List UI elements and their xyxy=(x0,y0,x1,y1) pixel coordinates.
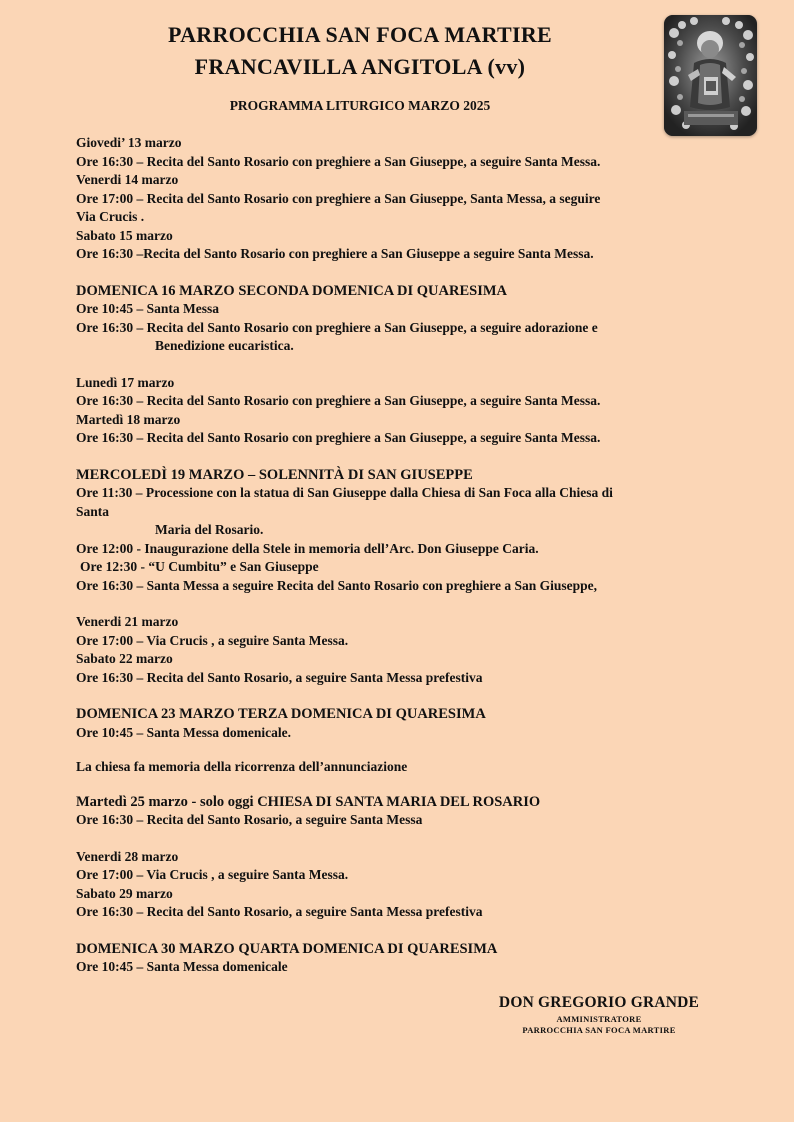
schedule-entry-continued: Maria del Rosario. xyxy=(155,522,264,537)
parish-location: FRANCAVILLA ANGITOLA (vv) xyxy=(194,54,526,79)
signature-block xyxy=(470,994,728,1035)
signer-role: AMMINISTRATORE xyxy=(556,1014,642,1024)
day-heading: Martedì 25 marzo - solo oggi CHIESA DI SANTA MARIA DEL ROSARIO xyxy=(76,793,541,810)
schedule-entry: Ore 10:45 – Santa Messa domenicale. xyxy=(76,724,291,740)
schedule-entry: Ore 16:30 – Recita del Santo Rosario con preghiere a San Giuseppe, a seguire Santa Messa. xyxy=(76,393,601,408)
day-heading: Venerdi 21 marzo xyxy=(76,614,179,629)
schedule-entry-continued: Via Crucis . xyxy=(76,209,145,224)
schedule-entry: Ore 11:30 – Processione con la statua di San Giuseppe dalla Chiesa di San Foca alla Chiesa di xyxy=(76,485,613,500)
schedule-entry: Ore 16:30 – Recita del Santo Rosario con preghiere a San Giuseppe, a seguire adorazione e xyxy=(76,319,598,335)
schedule-entry: Ore 17:00 – Via Crucis , a seguire Santa Messa. xyxy=(76,632,349,648)
schedule-entry: Ore 16:30 – Recita del Santo Rosario con preghiere a San Giuseppe, a seguire Santa Messa. xyxy=(76,430,601,445)
schedule-entry-continued: Benedizione eucaristica. xyxy=(155,338,294,353)
schedule-entry: Ore 17:00 – Via Crucis , a seguire Santa Messa. xyxy=(76,867,349,882)
schedule-entry: Ore 16:30 – Recita del Santo Rosario, a seguire Santa Messa prefestiva xyxy=(76,669,483,685)
schedule-entry: Ore 16:30 – Santa Messa a seguire Recita del Santo Rosario con preghiere a San Giuseppe, xyxy=(76,577,597,593)
day-heading: Martedì 18 marzo xyxy=(76,411,181,427)
schedule-entry: Ore 10:45 – Santa Messa domenicale xyxy=(76,959,288,974)
day-heading: Sabato 22 marzo xyxy=(76,651,173,666)
liturgical-program xyxy=(76,134,726,977)
day-heading: Giovedi’ 13 marzo xyxy=(76,135,182,150)
solemnity-heading: MERCOLEDÌ 19 MARZO – SOLENNITÀ DI SAN GIUSEPPE xyxy=(76,466,473,483)
schedule-entry: Ore 16:30 – Recita del Santo Rosario con preghiere a San Giuseppe, a seguire Santa Messa. xyxy=(76,153,601,169)
sunday-heading: DOMENICA 23 MARZO TERZA DOMENICA DI QUARESIMA xyxy=(76,706,486,722)
schedule-entry: Ore 12:30 - “U Cumbitu” e San Giuseppe xyxy=(80,559,319,574)
schedule-entry: Ore 16:30 – Recita del Santo Rosario, a seguire Santa Messa prefestiva xyxy=(76,904,483,919)
saint-photo-icon xyxy=(664,15,757,136)
sunday-heading: DOMENICA 16 MARZO SECONDA DOMENICA DI QUARESIMA xyxy=(76,282,507,299)
day-heading: Venerdi 14 marzo xyxy=(76,172,179,187)
schedule-entry: Ore 12:00 - Inaugurazione della Stele in memoria dell’Arc. Don Giuseppe Caria. xyxy=(76,540,539,556)
parish-title: PARROCCHIA SAN FOCA MARTIRE xyxy=(168,22,552,47)
day-heading: Sabato 15 marzo xyxy=(76,227,173,243)
program-subtitle: PROGRAMMA LITURGICO MARZO 2025 xyxy=(229,98,491,113)
day-heading: Sabato 29 marzo xyxy=(76,885,173,901)
note: La chiesa fa memoria della ricorrenza dell’annunciazione xyxy=(76,759,408,774)
day-heading: Venerdi 28 marzo xyxy=(76,848,179,864)
day-heading: Lunedì 17 marzo xyxy=(76,374,175,390)
schedule-entry: Ore 16:30 –Recita del Santo Rosario con preghiere a San Giuseppe a seguire Santa Messa. xyxy=(76,246,594,261)
schedule-entry: Ore 16:30 – Recita del Santo Rosario, a seguire Santa Messa xyxy=(76,812,423,827)
schedule-entry: Ore 10:45 – Santa Messa xyxy=(76,301,219,316)
signer-name: DON GREGORIO GRANDE xyxy=(498,994,700,1011)
signer-parish: PARROCCHIA SAN FOCA MARTIRE xyxy=(522,1025,676,1035)
schedule-entry: Ore 17:00 – Recita del Santo Rosario con preghiere a San Giuseppe, Santa Messa, a seguire xyxy=(76,190,601,206)
schedule-entry-continued: Santa xyxy=(76,503,110,519)
sunday-heading: DOMENICA 30 MARZO QUARTA DOMENICA DI QUARESIMA xyxy=(76,940,498,957)
